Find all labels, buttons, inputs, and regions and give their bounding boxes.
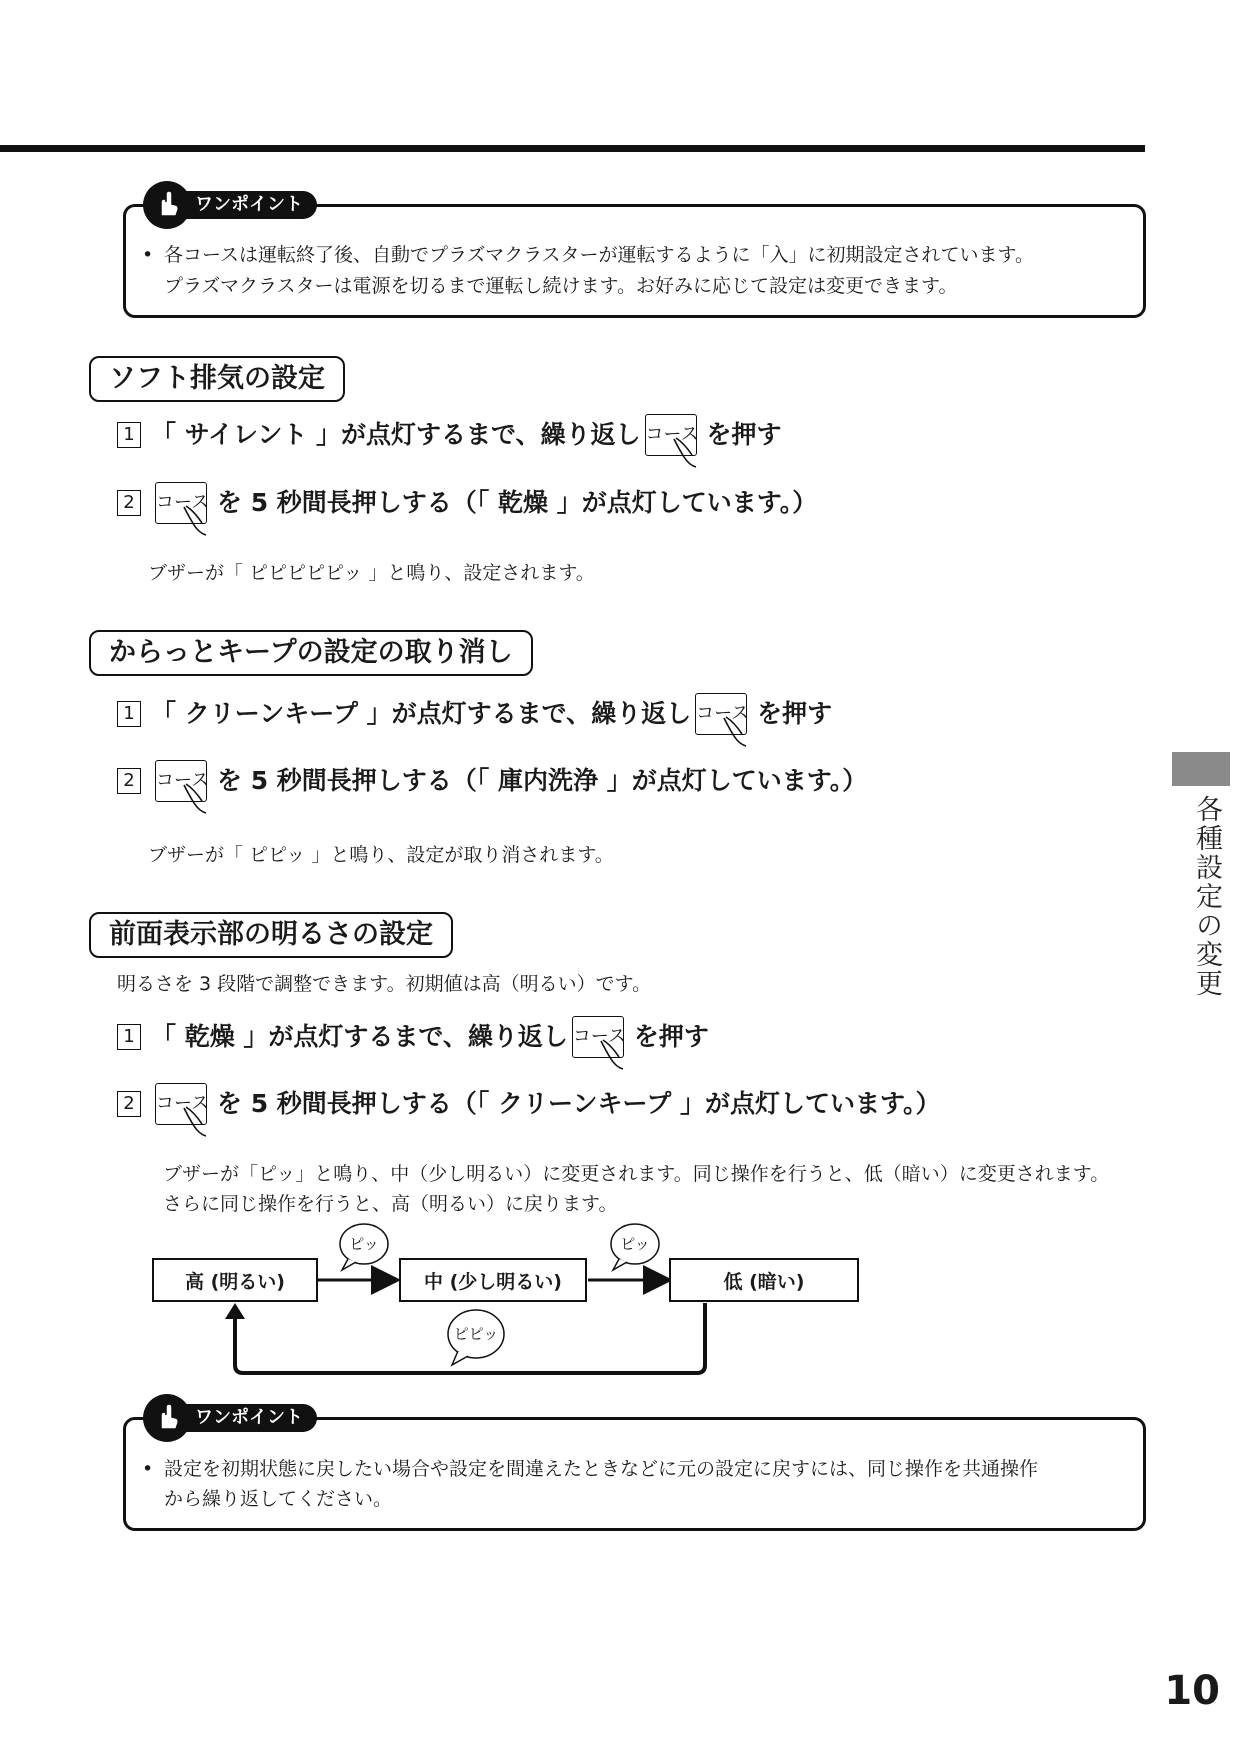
step-2 xyxy=(117,1083,940,1125)
step-number: 2 xyxy=(117,490,141,516)
section-title-soft-exhaust: ソフト排気の設定 xyxy=(89,356,345,402)
course-button-icon[interactable]: コース xyxy=(155,760,207,802)
step-action: を押す xyxy=(757,699,833,728)
step-text: 「 乾燥 」が点灯するまで、繰り返し xyxy=(151,1022,568,1051)
step-number: 1 xyxy=(117,701,141,727)
step-text: を 5 秒間長押しする（「 乾燥 」が点灯しています。） xyxy=(217,488,818,517)
course-button-icon[interactable]: コース xyxy=(645,414,697,456)
onepoint-badge-bottom xyxy=(143,1403,317,1433)
onepoint-line2: から繰り返してください。 xyxy=(164,1488,393,1510)
page-number: 10 xyxy=(1164,1668,1220,1714)
course-button-icon[interactable]: コース xyxy=(155,1083,207,1125)
course-button-icon[interactable]: コース xyxy=(572,1016,624,1058)
beep-label-2: ピッ xyxy=(620,1235,650,1253)
step-text: 「 サイレント 」が点灯するまで、繰り返し xyxy=(151,420,641,449)
pointing-hand-icon xyxy=(143,1394,191,1442)
course-button-icon[interactable]: コース xyxy=(155,482,207,524)
buzzer-note: ブザーが「 ピピピピピッ 」と鳴り、設定されます。 xyxy=(148,562,595,584)
pointing-hand-icon xyxy=(143,181,191,229)
onepoint-label: ワンポイント xyxy=(173,191,317,219)
step-action: を押す xyxy=(633,1022,709,1051)
step-text: を 5 秒間長押しする（「 庫内洗浄 」が点灯しています。） xyxy=(217,766,868,795)
step-text: 「 クリーンキープ 」が点灯するまで、繰り返し xyxy=(151,699,692,728)
step-number: 1 xyxy=(117,422,141,448)
onepoint-badge-top xyxy=(143,190,317,220)
step-text: を 5 秒間長押しする（「 クリーンキープ 」が点灯しています。） xyxy=(217,1089,941,1118)
course-button-icon[interactable]: コース xyxy=(695,693,747,735)
beep-label-1: ピッ xyxy=(349,1235,379,1253)
step-number: 2 xyxy=(117,1091,141,1117)
onepoint-line1: • 各コースは運転終了後、自動でプラズマクラスターが運転するように「入」に初期設定されています。 xyxy=(142,244,1035,266)
section-title-karatto-keep: からっとキープの設定の取り消し xyxy=(89,630,533,676)
step-2 xyxy=(117,760,867,802)
side-tab-marker xyxy=(1172,752,1230,786)
buzzer-note: ブザーが「 ピピッ 」と鳴り、設定が取り消されます。 xyxy=(148,844,614,866)
buzzer-note-line1: ブザーが「ピッ」と鳴り、中（少し明るい）に変更されます。同じ操作を行うと、低（暗い）に変更されます。 xyxy=(163,1163,1110,1185)
step-number: 2 xyxy=(117,768,141,794)
top-rule xyxy=(0,145,1145,152)
onepoint-line2: プラズマクラスターは電源を切るまで運転し続けます。お好みに応じて設定は変更できます。 xyxy=(164,275,958,297)
section-title-brightness: 前面表示部の明るさの設定 xyxy=(89,912,453,958)
step-action: を押す xyxy=(706,420,782,449)
flow-state-high: 高 (明るい) xyxy=(152,1258,318,1302)
side-tab-label: 各種設定の変更 xyxy=(1191,795,1222,998)
onepoint-label: ワンポイント xyxy=(173,1404,317,1432)
arrow-head-up xyxy=(225,1303,245,1319)
onepoint-line1: • 設定を初期状態に戻したい場合や設定を間違えたときなどに元の設定に戻すには、同じ操作を共通操作 xyxy=(142,1458,1039,1480)
step-1 xyxy=(117,414,782,456)
buzzer-note-line2: さらに同じ操作を行うと、高（明るい）に戻ります。 xyxy=(163,1193,618,1215)
flow-state-low: 低 (暗い) xyxy=(669,1258,859,1302)
brightness-intro: 明るさを 3 段階で調整できます。初期値は高（明るい）です。 xyxy=(117,973,652,995)
step-1 xyxy=(117,693,832,735)
beep-label-back: ピピッ xyxy=(453,1325,499,1343)
step-number: 1 xyxy=(117,1024,141,1050)
flow-state-mid: 中 (少し明るい) xyxy=(399,1258,587,1302)
step-1 xyxy=(117,1016,709,1058)
step-2 xyxy=(117,482,817,524)
